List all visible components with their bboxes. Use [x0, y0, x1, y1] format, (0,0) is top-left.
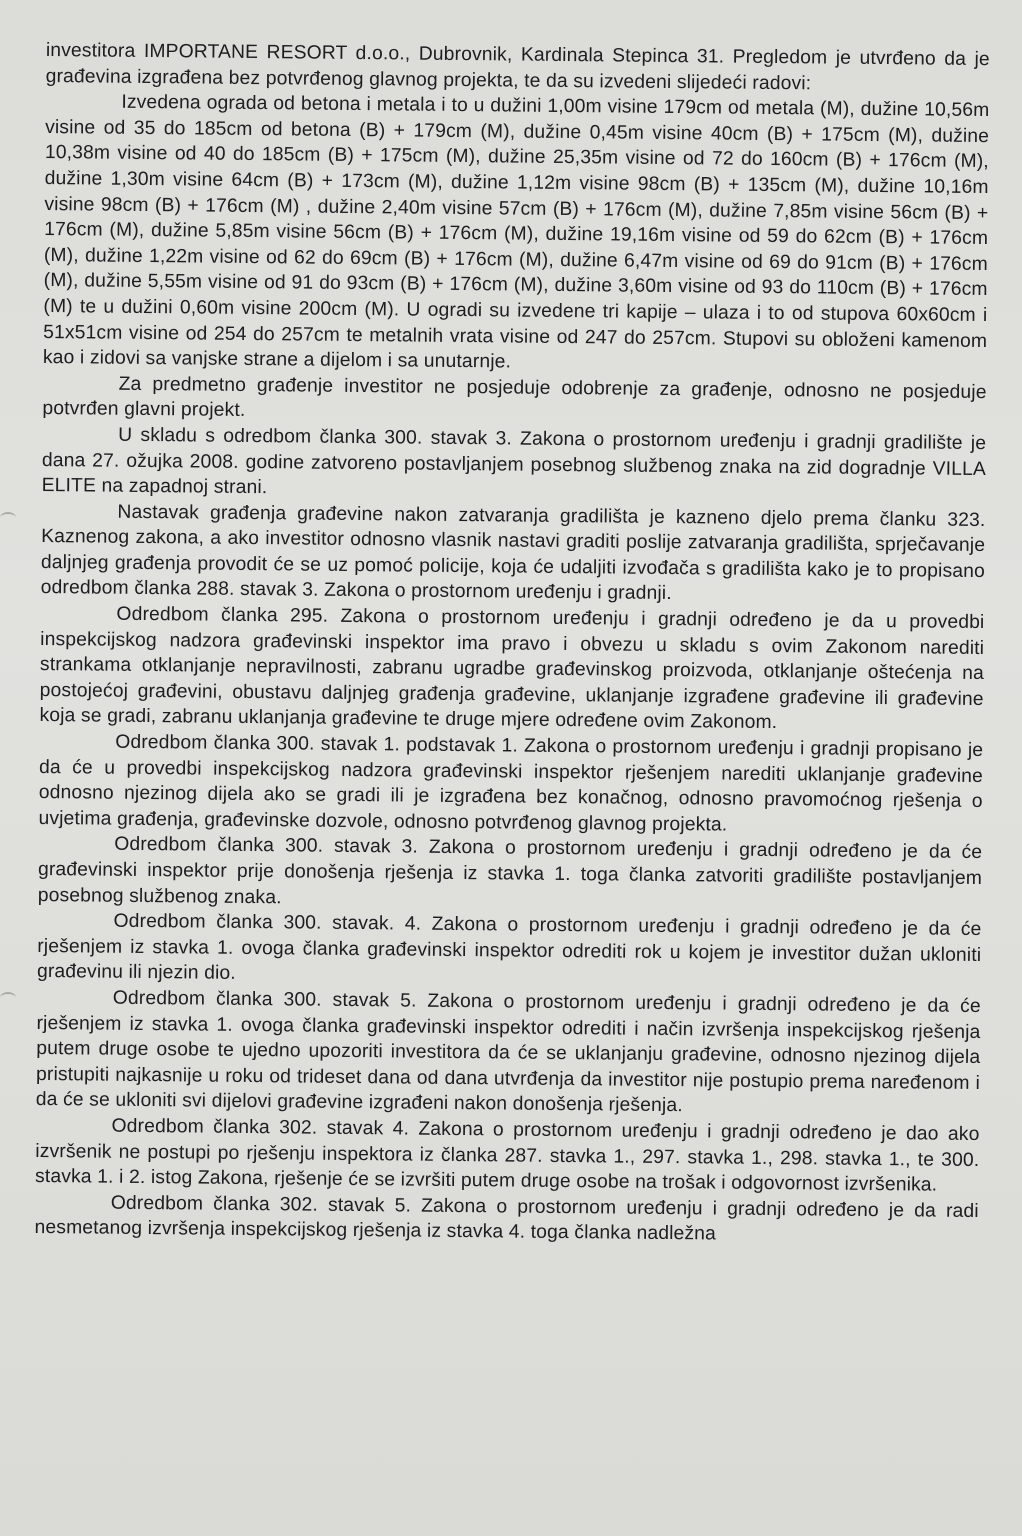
punch-hole-mark [0, 512, 16, 524]
paragraph-article-300-5: Odredbom članka 300. stavak 5. Zakona o prostornom uređenju i gradnji određeno je da će rješenjem iz stavka 1. ovoga članka građevinski inspektor odrediti i način izvršenja inspekcijskog rješenja putem druge osobe te ujedno upozoriti investitora da će se uklanjanju građevine, odnosno njezinog dijela pristupiti najkasnije u roku od trideset dana od dana utvrđenja da investitor nije postupio prema naređenom i da će se ukloniti svi dijelovi građevine izgrađeni nakon donošenja rješenja. [35, 987, 981, 1117]
paragraph-article-302-5: Odredbom članka 302. stavak 5. Zakona o prostornom uređenju i gradnji određeno je da radi nesmetanog izvršenja inspekcijskog rješenja iz stavka 4. toga članka nadležna [34, 1192, 979, 1245]
paragraph-article-295: Odredbom članka 295. Zakona o prostornom uređenju i gradnji određeno je da u provedbi inspekcijskog nadzora građevinski inspektor ima pravo i obvezu u skladu s ovim Zakonom narediti strankama otklanjanje nepravilnosti, zabranu ugradbe građevinskog proizvoda, otklanjanje oštećenja na postojećoj građevini, obustavu daljnjeg građenja građevine, uklanjanje izgrađene građevine ili građevine koja se gradi, zabranu uklanjanja građevine te druge mjere određene ovim Zakonom. [39, 603, 985, 734]
paragraph-article-300-3: Odredbom članka 300. stavak 3. Zakona o prostornom uređenju i gradnji određeno je da će građevinski inspektor prije donošenja rješenja iz stavka 1. toga članka zatvoriti gradilište postavljanjem posebnog službenog znaka. [37, 834, 983, 908]
paragraph-article-300-1: Odredbom članka 300. stavak 1. podstavak 1. Zakona o prostornom uređenju i gradnji propisano je da će u provedbi inspekcijskog nadzora građevinski inspektor rješenjem narediti uklanjanje građevine odnosno njezinog dijela ako se gradi ili je izgrađena bez konačnog, odnosno pravomoćnog rješenja o uvjetima građenja, građevinske dozvole, odnosno potvrđenog glavnog projekta. [38, 731, 984, 836]
paragraph-criminal-offence: Nastavak građenja građevine nakon zatvaranja gradilišta je kazneno djelo prema članku 323. Kaznenog zakona, a ako investitor odnosno vlasnik nastavi graditi poslije zatvaranja gradilišta, sprječavanje daljnjeg građenja provodit će se uz pomoć policije, koja će udaljiti izvođača s gradilišta kako je to propisano odredbom članka 288. stavak 3. Zakona o prostornom uređenju i gradnji. [40, 501, 986, 605]
paragraph-fence-works: Izvedena ograda od betona i metala i to u dužini 1,00m visine 179cm od metala (M), dužine 10,56m visine od 35 do 185cm od betona (B) + 179cm (M), dužine 0,45m visine 40cm (B) + 175cm (M), dužine 10,38m visine od 40 do 185cm (B) + 175cm (M), dužine 25,35m visine od 72 do 160cm (B) + 176cm (M), dužine 1,30m visine 64cm (B) + 173cm (M), dužine 1,12m visine 98cm (B) + 135cm (M), dužine 10,16m visine 98cm (B) + 176cm (M) , dužine 2,40m visine 57cm (B) + 176cm (M), dužine 7,85m visine 56cm (B) + 176cm (M), dužine 5,85m visine 56cm (B) + 176cm (M), dužine 19,16m visine od 59 do 62cm (B) + 176cm (M), dužine 1,22m visine od 62 do 69cm (B) + 176cm (M), dužine 6,47m visine od 69 do 91cm (B) + 176cm (M), dužine 5,55m visine od 91 do 93cm (B) + 176cm (M), dužine 3,60m visine od 93 do 110cm (B) + 176cm (M) te u dužini 0,60m visine 200cm (M). U ogradi su izvedene tri kapije – ulaza i to od stupova 60x60cm i 51x51cm visine od 254 do 257cm te metalnih vrata visine od 247 do 257cm. Stupovi su obloženi kamenom kao i zidovi sa vanjske strane a dijelom i sa unutarnje. [42, 91, 990, 373]
paragraph-site-closed: U skladu s odredbom članka 300. stavak 3. Zakona o prostornom uređenju i gradnji gradilište je dana 27. ožujka 2008. godine zatvoreno postavljanjem posebnog službenog znaka na zid dogradnje VILLA ELITE na zapadnoj strani. [41, 424, 987, 499]
punch-hole-mark [0, 992, 16, 1004]
paragraph-article-300-4: Odredbom članka 300. stavak. 4. Zakona o prostornom uređenju i gradnji određeno je da će rješenjem iz stavka 1. ovoga članka građevinski inspektor odrediti rok u kojem je investitor dužan ukloniti građevinu ili njezin dio. [36, 910, 982, 985]
document-body [34, 38, 990, 1250]
paragraph-investor-finding: investitora IMPORTANE RESORT d.o.o., Dubrovnik, Kardinala Stepinca 31. Pregledom je utvrđeno da je građevina izgrađena bez potvrđenog glavnog projekta, te da su izvedeni slijedeći radovi: [45, 39, 990, 94]
paragraph-no-permit: Za predmetno građenje investitor ne posjeduje odobrenje za građenje, odnosno ne posjeduje potvrđen glavni projekt. [42, 373, 987, 422]
paragraph-article-302-4: Odredbom članka 302. stavak 4. Zakona o prostornom uređenju i gradnji određeno je dao ako izvršenik ne postupi po rješenju inspektora iz članka 287. stavka 1., 297. stavka 1., 298. stavka 1., te 300. stavka 1. i 2. istog Zakona, rješenje će se izvršiti putem druge osobe na trošak i odgovornost izvršenika. [34, 1115, 980, 1196]
